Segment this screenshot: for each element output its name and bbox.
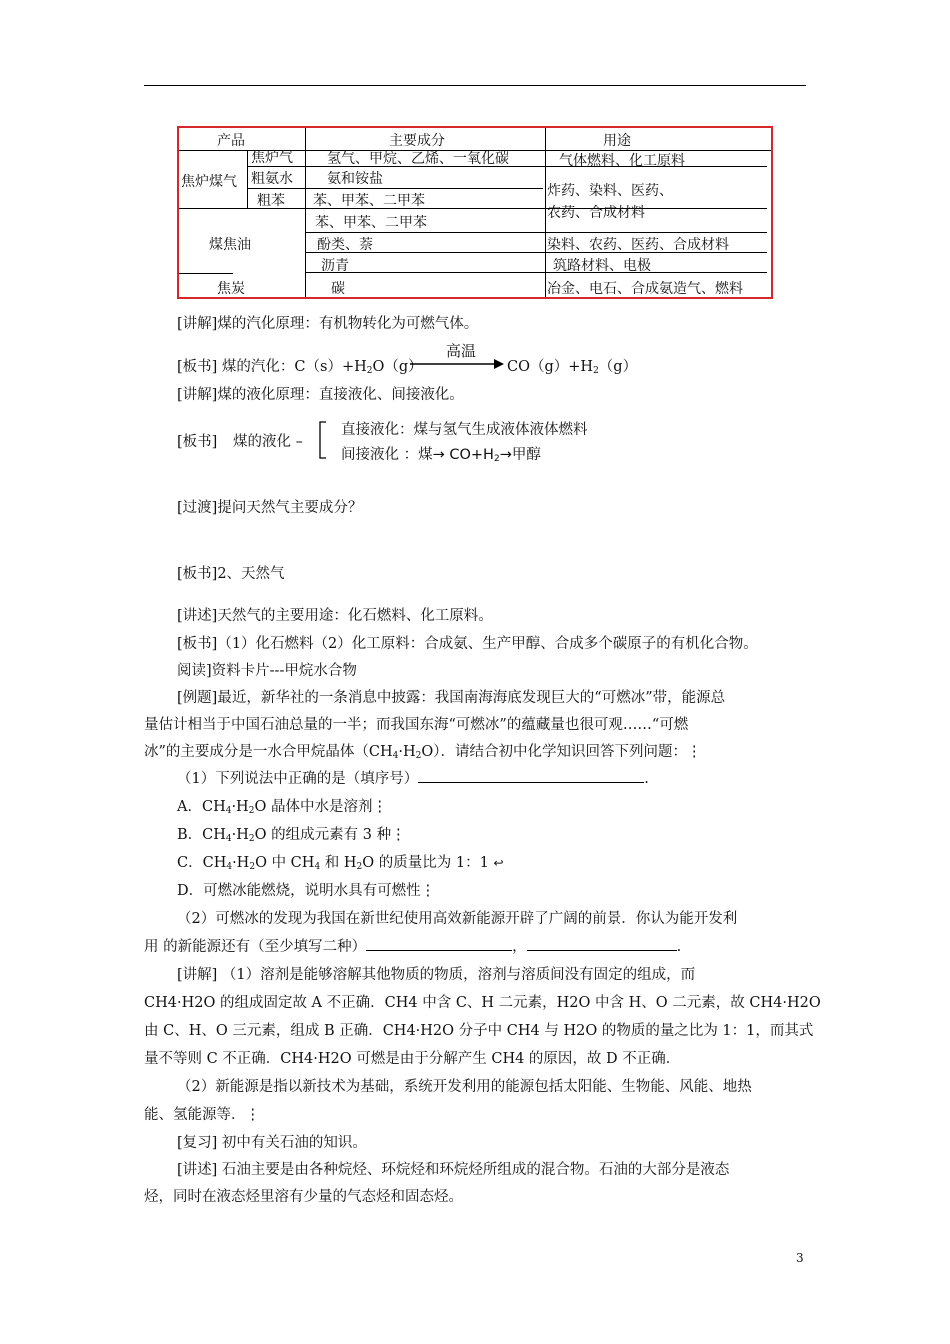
text-line: [板书]（1）化石燃料（2）化工原料：合成氨、生产甲醇、合成多个碳原子的有机化合物。 [177, 636, 758, 652]
eq-part: （g） [598, 359, 638, 375]
direct-liquefaction: 直接液化：煤与氢气生成液体液体燃料 [341, 422, 588, 438]
text-line: 阅读]资料卡片---甲烷水合物 [177, 663, 357, 679]
question-1: （1）下列说法中正确的是（填序号） . [177, 767, 649, 788]
answer-blank[interactable] [366, 936, 512, 951]
eq-part: O 中 CH [255, 855, 315, 871]
eq-part: 冰”的主要成分是一水合甲烷晶体（CH [144, 744, 393, 760]
gasification-products: $CO(g)+H_2(g)$ [507, 359, 638, 376]
usage-cell: 炸药、染料、医药、 [547, 183, 673, 199]
text-line: 冰”的主要成分是一水合甲烷晶体$(CH_4\cdot H_2O)$．请结合初中化学知识回答下列问题：⋮ [144, 744, 702, 761]
components-cell: 酚类、萘 [317, 237, 373, 253]
usage-cell: 染料、农药、医药、合成材料 [547, 237, 729, 253]
text-line: 能、氢能源等．⋮ [144, 1107, 260, 1123]
eq-part: O（g） [372, 359, 423, 375]
table-line [247, 150, 248, 208]
eq-part: ·H [231, 799, 249, 815]
usage-cell: 冶金、电石、合成氨造气、燃料 [547, 281, 743, 297]
table-line [305, 272, 767, 273]
coal-products-table [177, 126, 773, 299]
eq-part: ·H [231, 827, 249, 843]
eq-part: O 的质量比为 1：1 [362, 855, 489, 871]
components-cell: 苯、甲苯、二甲苯 [313, 193, 425, 209]
text-line: 量不等则 C 不正确．CH4·H2O 可燃是由于分解产生 CH4 的原因，故 D 不正确． [144, 1051, 681, 1067]
table-line [247, 188, 543, 189]
text-line: [讲述] 石油主要是由各种烷烃、环烷烃和环烷烃所组成的混合物。石油的大部分是液态 [177, 1162, 730, 1178]
text-line: [讲解]煤的液化原理：直接液化、间接液化。 [177, 387, 464, 403]
header-rule [144, 85, 806, 86]
board-tag: [板书] [177, 434, 218, 450]
eq-part: B．CH [177, 827, 226, 843]
question-2: 用 的新能源还有（至少填写二种） ， . [144, 935, 681, 956]
text-line: （2）可燃冰的发现为我国在新世纪使用高效新能源开辟了广阔的前景．你认为能开发利 [177, 911, 738, 927]
product-cell: 粗苯 [257, 193, 285, 209]
components-cell: 苯、甲苯、二甲苯 [315, 215, 427, 231]
product-cell: 粗氨水 [251, 171, 293, 187]
option-a: A．$CH_4\cdot H_2O$ 晶体中水是溶剂⋮ [177, 799, 387, 816]
text-line: [复习] 初中有关石油的知识。 [177, 1135, 367, 1151]
text-line: 烃，同时在液态烃里溶有少量的气态烃和固态烃。 [144, 1189, 463, 1205]
text-line: 由 C、H、O 三元素，组成 B 正确．CH4·H2O 分子中 CH4 与 H2O 的物质的量之比为 1：1，而其式 [144, 1023, 814, 1039]
text-line: [讲解] （1）溶剂是能够溶解其他物质的物质，溶剂与溶质间没有固定的组成，而 [177, 967, 696, 983]
page-number: 3 [796, 1251, 804, 1265]
eq-part: →甲醇 [499, 447, 541, 463]
liquefaction-label: 煤的液化 – [233, 434, 303, 450]
usage-cell: 农药、合成材料 [547, 205, 645, 221]
group-coal-tar: 煤焦油 [209, 237, 251, 253]
eq-part: ·H [398, 744, 416, 760]
text-line: CH4·H2O 的组成固定故 A 不正确．CH4 中含 C、H 二元素，H2O 中含 H、O 二元素，故 CH4·H2O [144, 995, 821, 1011]
reaction-arrow-icon [410, 358, 504, 370]
gasification-equation: [板书] 煤的汽化：$C(s)+H_2O(g)$ [177, 359, 423, 376]
product-cell: 焦炭 [217, 281, 245, 297]
group-coke-oven-gas: 焦炉煤气 [181, 174, 237, 190]
eq-part: O 晶体中水是溶剂⋮ [254, 799, 387, 815]
question-text: （1）下列说法中正确的是（填序号） [177, 771, 419, 787]
components-cell: 沥青 [321, 258, 349, 274]
eq-part: ·H [232, 855, 250, 871]
eq-part: [板书] 煤的汽化：C（s）+H [177, 359, 367, 375]
eq-part: A．CH [177, 799, 226, 815]
answer-blank[interactable] [418, 768, 644, 783]
text-line: （2）新能源是指以新技术为基础，系统开发利用的能源包括太阳能、生物能、风能、地热 [177, 1079, 752, 1095]
condition-label: 高温 [446, 342, 477, 360]
mark-icon: ↩ [493, 856, 504, 870]
indirect-liquefaction: 间接液化 ：煤→ $CO+H_2\to$甲醇 [341, 447, 541, 464]
answer-blank[interactable] [527, 936, 677, 951]
components-cell: 碳 [331, 281, 345, 297]
eq-part: 和 H [320, 855, 357, 871]
text-line: [板书]2、天然气 [177, 566, 285, 582]
question-text: 用 的新能源还有（至少填写二种） [144, 939, 367, 955]
text-line: [例题]最近，新华社的一条消息中披露：我国南海海底发现巨大的“可燃冰”带，能源总 [177, 690, 726, 706]
header-usage: 用途 [603, 133, 631, 149]
eq-part: O）．请结合初中化学知识回答下列问题：⋮ [421, 744, 702, 760]
components-cell: 氢气、甲烷、乙烯、一氧化碳 [327, 151, 509, 167]
usage-cell: 气体燃料、化工原料 [559, 153, 685, 169]
eq-part: O 的组成元素有 3 种⋮ [254, 827, 406, 843]
option-b: B．$CH_4\cdot H_2O$ 的组成元素有 3 种⋮ [177, 827, 406, 844]
eq-part: CO（g）+H [507, 359, 594, 375]
text-line: 量估计相当于中国石油总量的一半；而我国东海“可燃冰”的蕴藏量也很可观……“可燃 [144, 717, 689, 733]
bracket-icon [316, 420, 328, 460]
header-product: 产品 [217, 133, 245, 149]
text-line: [讲述]天然气的主要用途：化石燃料、化工原料。 [177, 608, 493, 624]
product-cell: 焦炉气 [251, 150, 293, 166]
option-c: C．$CH_4\cdot H_2O$ 中 $CH_4$ 和 $H_2O$ 的质量比为 1：1 ↩ [177, 855, 504, 872]
header-components: 主要成分 [389, 133, 445, 149]
text-line: [讲解]煤的汽化原理：有机物转化为可燃气体。 [177, 316, 479, 332]
table-line [305, 232, 767, 233]
text-line: [过渡]提问天然气主要成分？ [177, 500, 363, 516]
option-d: D．可燃冰能燃烧，说明水具有可燃性⋮ [177, 883, 436, 899]
table-line [179, 273, 233, 274]
components-cell: 氨和铵盐 [327, 171, 383, 187]
eq-part: C．CH [177, 855, 227, 871]
usage-cell: 筑路材料、电极 [553, 258, 651, 274]
eq-part: 间接液化 ：煤→ CO+H [341, 447, 494, 463]
